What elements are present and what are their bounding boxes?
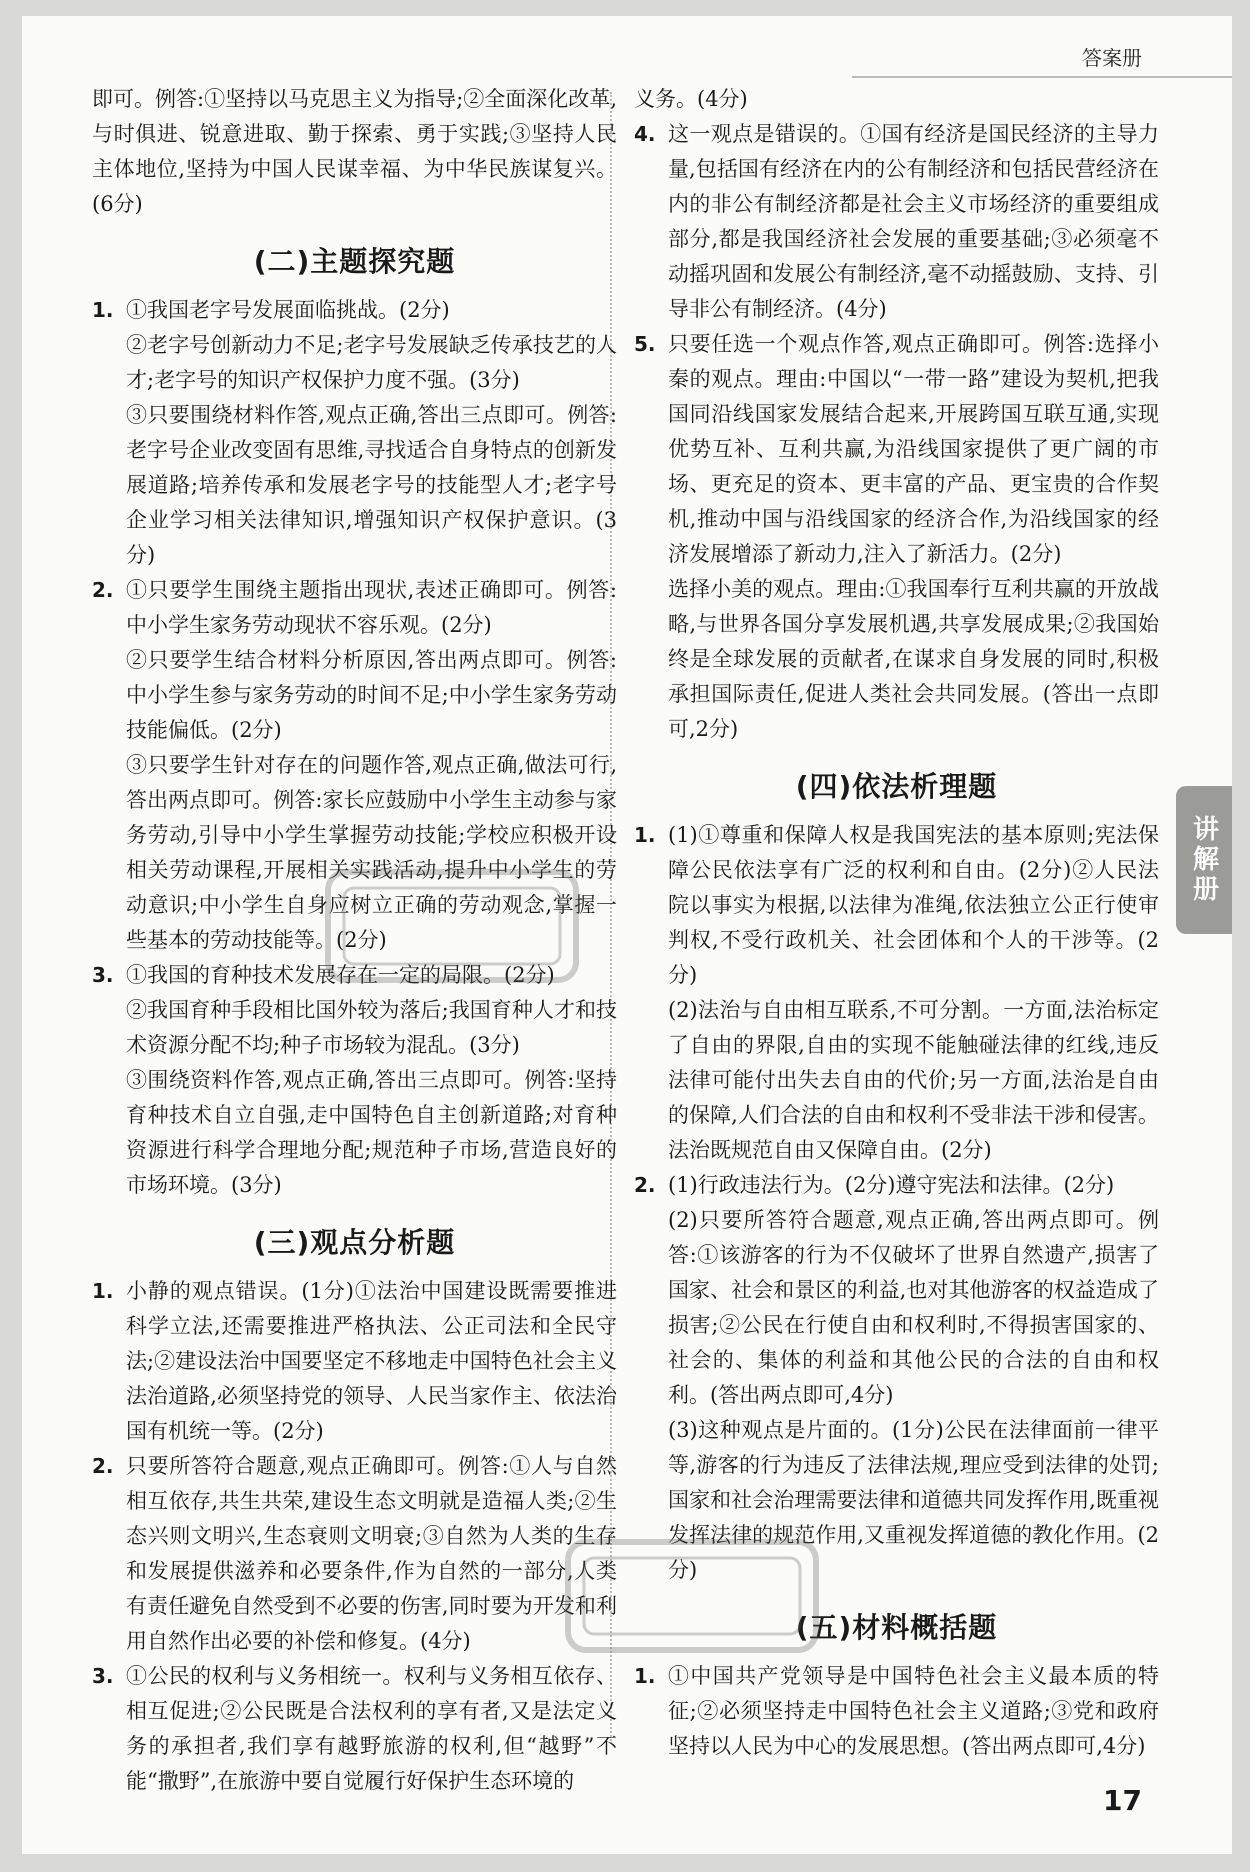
item-paragraph: ①我国的育种技术发展存在一定的局限。(2分) [126, 963, 555, 987]
section-title: (五)材料概括题 [795, 1611, 998, 1644]
item-number: 1. [634, 1664, 656, 1688]
right-column [634, 82, 1159, 1764]
item-number: 1. [92, 298, 114, 322]
item-paragraph: (3)这种观点是片面的。(1分)公民在法律面前一律平等,游客的行为违反了法律法规,理应受到法律的处罚;国家和社会治理需要法律和道德共同发挥作用,既重视发挥法律的规范作用,又重视发挥道德的教化作用。(2分) [668, 1418, 1159, 1582]
item-paragraph: ①公民的权利与义务相统一。权利与义务相互依存、相互促进;②公民既是合法权利的享有者,又是法定义务的承担者,我们享有越野旅游的权利,但“越野”不能“撒野”,在旅游中要自觉履行好保护生态环境的 [126, 1664, 617, 1793]
item-number: 1. [92, 1279, 114, 1303]
list-item [92, 1659, 617, 1799]
side-tab-label: 讲解册 [1188, 815, 1219, 905]
item-number: 1. [634, 823, 656, 847]
item-paragraph: (1)①尊重和保障人权是我国宪法的基本原则;宪法保障公民依法享有广泛的权利和自由。(2分)②人民法院以事实为根据,以法律为准绳,依法独立公正行使审判权,不受行政机关、社会团体和个人的干涉等。(2分) [668, 823, 1159, 987]
item-number: 2. [92, 578, 114, 602]
item-paragraph: (2)法治与自由相互联系,不可分割。一方面,法治标定了自由的界限,自由的实现不能触碰法律的红线,违反法律可能付出失去自由的代价;另一方面,法治是自由的保障,人们合法的自由和权利不受非法干涉和侵害。法治既规范自由又保障自由。(2分) [668, 998, 1159, 1162]
item-paragraph: 只要所答符合题意,观点正确即可。例答:①人与自然相互依存,共生共荣,建设生态文明就是造福人类;②生态兴则文明兴,生态衰则文明衰;③自然为人类的生存和发展提供滋养和必要条件,作为自然的一部分,人类有责任避免自然受到不必要的伤害,同时要为开发和利用自然作出必要的补偿和修复。(4分) [126, 1454, 617, 1653]
list-item [634, 117, 1159, 327]
item-paragraph: ③只要学生针对存在的问题作答,观点正确,做法可行,答出两点即可。例答:家长应鼓励中小学生主动参与家务劳动,引导中小学生掌握劳动技能;学校应积极开设相关劳动课程,开展相关实践活动,提升中小学生的劳动意识;中小学生自身应树立正确的劳动观念,掌握一些基本的劳动技能等。(2分) [126, 753, 617, 952]
item-paragraph: 这一观点是错误的。①国有经济是国民经济的主导力量,包括国有经济在内的公有制经济和包括民营经济在内的非公有制经济都是社会主义市场经济的重要组成部分,都是我国经济社会发展的重要基础;③必须毫不动摇巩固和发展公有制经济,毫不动摇鼓励、支持、引导非公有制经济。(4分) [668, 122, 1159, 321]
item-paragraph: (2)只要所答符合题意,观点正确,答出两点即可。例答:①该游客的行为不仅破坏了世界自然遗产,损害了国家、社会和景区的利益,也对其他游客的权益造成了损害;②公民在行使自由和权利时,不得损害国家的、社会的、集体的利益和其他公民的合法的自由和权利。(答出两点即可,4分) [668, 1208, 1159, 1407]
item-paragraph: ①中国共产党领导是中国特色社会主义最本质的特征;②必须坚持走中国特色社会主义道路;③党和政府坚持以人民为中心的发展思想。(答出两点即可,4分) [668, 1664, 1159, 1758]
item-number: 4. [634, 122, 656, 146]
item-paragraph: ②我国育种手段相比国外较为落后;我国育种人才和技术资源分配不均;种子市场较为混乱。(3分) [126, 998, 617, 1057]
item-number: 2. [92, 1454, 114, 1478]
header-rule [852, 76, 1232, 78]
answer-page [22, 16, 1232, 1854]
item-paragraph: ①我国老字号发展面临挑战。(2分) [126, 298, 450, 322]
side-tab [1176, 786, 1232, 934]
item-paragraph: 选择小美的观点。理由:①我国奉行互利共赢的开放战略,与世界各国分享发展机遇,共享发展成果;②我国始终是全球发展的贡献者,在谋求自身发展的同时,积极承担国际责任,促进人类社会共同发展。(答出一点即可,2分) [668, 577, 1159, 741]
item-paragraph: ③只要围绕材料作答,观点正确,答出三点即可。例答:老字号企业改变固有思维,寻找适合自身特点的创新发展道路;培养传承和发展老字号的技能型人才;老字号企业学习相关法律知识,增强知识产权保护意识。(3分) [126, 403, 617, 567]
list-item [92, 958, 617, 1203]
item-number: 3. [92, 963, 114, 987]
item-paragraph: (1)行政违法行为。(2分)遵守宪法和法律。(2分) [668, 1173, 1115, 1197]
list-item [634, 1659, 1159, 1764]
item-paragraph: ①只要学生围绕主题指出现状,表述正确即可。例答:中小学生家务劳动现状不容乐观。(2分) [126, 578, 617, 637]
watermark-stamp [562, 1536, 822, 1656]
left-intro: 即可。例答:①坚持以马克思主义为指导;②全面深化改革,与时俱进、锐意进取、勤于探索、勇于实践;③坚持人民主体地位,坚持为中国人民谋幸福、为中华民族谋复兴。(6分) [92, 87, 617, 216]
item-paragraph: ②只要学生结合材料分析原因,答出两点即可。例答:中小学生参与家务劳动的时间不足;中小学生家务劳动技能偏低。(2分) [126, 648, 617, 742]
list-item [634, 327, 1159, 747]
section-title: (四)依法析理题 [795, 770, 998, 803]
item-number: 5. [634, 332, 656, 356]
list-item [92, 293, 617, 573]
header-label: 答案册 [1082, 46, 1142, 70]
item-paragraph: ②老字号创新动力不足;老字号发展缺乏传承技艺的人才;老字号的知识产权保护力度不强。(3分) [126, 333, 617, 392]
right-intro: 义务。(4分) [634, 87, 748, 111]
list-item [634, 818, 1159, 1168]
item-number: 3. [92, 1664, 114, 1688]
watermark-stamp [322, 866, 582, 986]
item-paragraph: 小静的观点错误。(1分)①法治中国建设既需要推进科学立法,还需要推进严格执法、公正司法和全民守法;②建设法治中国要坚定不移地走中国特色社会主义法治道路,必须坚持党的领导、人民当家作主、依法治国有机统一等。(2分) [126, 1279, 617, 1443]
item-paragraph: 只要任选一个观点作答,观点正确即可。例答:选择小秦的观点。理由:中国以“一带一路”建设为契机,把我国同沿线国家发展结合起来,开展跨国互联互通,实现优势互补、互利共赢,为沿线国家提供了更广阔的市场、更充足的资本、更丰富的产品、更宝贵的合作契机,推动中国与沿线国家的经济合作,为沿线国家的经济发展增添了新动力,注入了新活力。(2分) [668, 332, 1159, 566]
list-item [92, 1274, 617, 1449]
section-title: (三)观点分析题 [253, 1226, 456, 1259]
item-number: 2. [634, 1173, 656, 1197]
list-item [92, 1449, 617, 1659]
section-title: (二)主题探究题 [253, 245, 456, 278]
list-item [634, 1168, 1159, 1588]
item-paragraph: ③围绕资料作答,观点正确,答出三点即可。例答:坚持育种技术自立自强,走中国特色自主创新道路;对育种资源进行科学合理地分配;规范种子市场,营造良好的市场环境。(3分) [126, 1068, 617, 1197]
page-number: 17 [1103, 1784, 1142, 1817]
